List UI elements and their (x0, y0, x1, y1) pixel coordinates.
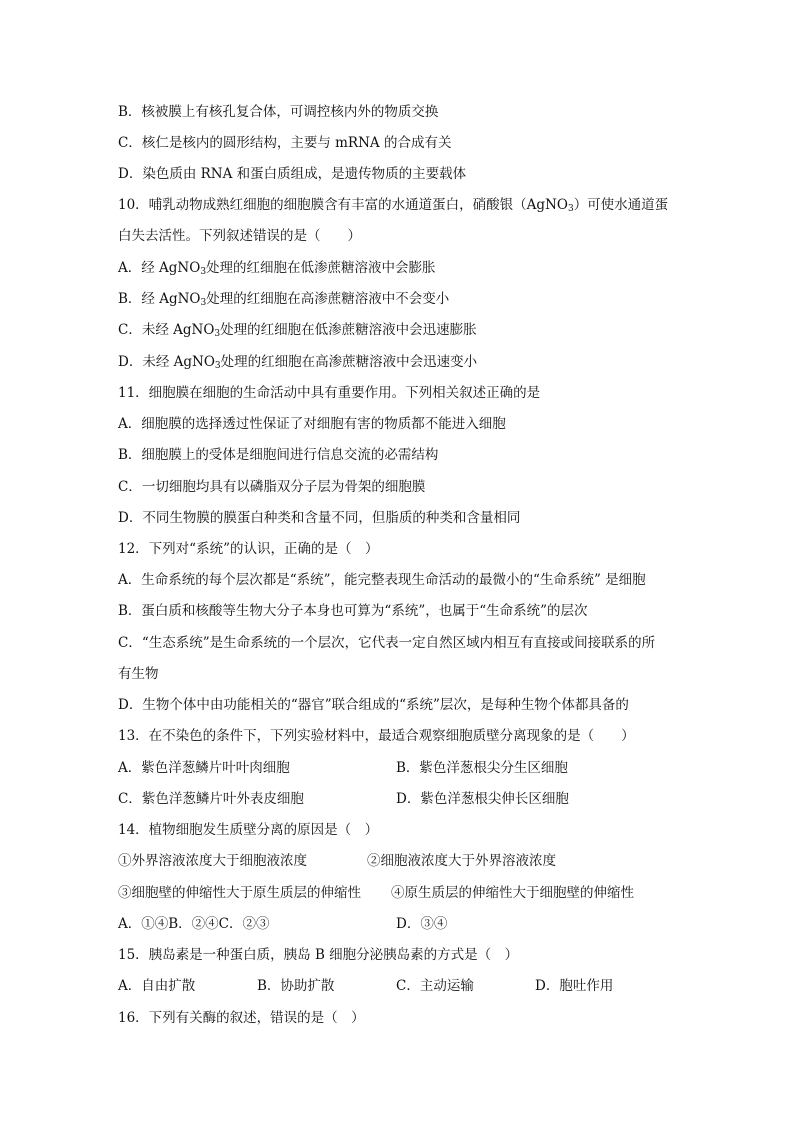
q12-option-a: A．生命系统的每个层次都是“系统”，能完整表现生命活动的最微小的“生命系统” 是细胞 (118, 572, 646, 588)
q15-option-c: C．主动运输 (396, 978, 474, 994)
q10-option-c: C．未经 AgNO$_3$处理的红细胞在低渗蔗糖溶液中会迅速膨胀 (118, 322, 477, 339)
q10-option-a: A．经 AgNO$_3$处理的红细胞在低渗蔗糖溶液中会膨胀 (118, 260, 436, 277)
q13-stem: 13．在不染色的条件下，下列实验材料中，最适合观察细胞质壁分离现象的是（ ） (118, 728, 635, 744)
q13-option-c: C．紫色洋葱鳞片叶外表皮细胞 (118, 791, 304, 807)
q9-option-d: D．染色质由 RNA 和蛋白质组成，是遗传物质的主要载体 (118, 166, 467, 182)
q14-options-abc: A．①④B．②④C．②③ (118, 916, 270, 932)
q10-stem-line2: 白失去活性。下列叙述错误的是（ ） (118, 228, 361, 244)
q11-stem: 11．细胞膜在细胞的生命活动中具有重要作用。下列相关叙述正确的是 (118, 385, 541, 401)
q15-stem: 15．胰岛素是一种蛋白质，胰岛 B 细胞分泌胰岛素的方式是（ ） (118, 947, 519, 963)
q11-option-b: B．细胞膜上的受体是细胞间进行信息交流的必需结构 (118, 447, 439, 463)
q14-statement-1: ①外界溶液浓度大于细胞液浓度 (118, 853, 307, 869)
q14-statement-4: ④原生质层的伸缩性大于细胞壁的伸缩性 (391, 885, 634, 901)
q11-option-a: A．细胞膜的选择透过性保证了对细胞有害的物质都不能进入细胞 (118, 416, 506, 432)
q11-option-c: C．一切细胞均具有以磷脂双分子层为骨架的细胞膜 (118, 479, 426, 495)
q13-option-d: D．紫色洋葱根尖伸长区细胞 (396, 791, 569, 807)
q14-stem: 14．植物细胞发生质壁分离的原因是（ ） (118, 822, 379, 838)
q12-stem: 12．下列对“系统”的认识，正确的是（ ） (118, 541, 379, 557)
q12-option-d: D．生物个体中由功能相关的“器官”联合组成的“系统”层次，是每种生物个体都具备的 (118, 697, 629, 713)
q14-statement-3: ③细胞壁的伸缩性大于原生质层的伸缩性 (118, 885, 361, 901)
q13-option-a: A．紫色洋葱鳞片叶叶肉细胞 (118, 760, 290, 776)
q10-option-d: D．未经 AgNO$_3$处理的红细胞在高渗蔗糖溶液中会迅速变小 (118, 354, 478, 371)
q15-option-b: B．协助扩散 (257, 978, 335, 994)
q15-option-d: D．胞吐作用 (535, 978, 614, 994)
q10-stem-line1: 10．哺乳动物成熟红细胞的细胞膜含有丰富的水通道蛋白，硝酸银（AgNO$_3$）可使水通道蛋 (118, 197, 669, 214)
q13-option-b: B．紫色洋葱根尖分生区细胞 (396, 760, 568, 776)
q12-option-c-line1: C．“生态系统”是生命系统的一个层次，它代表一定自然区域内相互有直接或间接联系的所 (118, 635, 656, 651)
q9-option-c: C．核仁是核内的圆形结构，主要与 mRNA 的合成有关 (118, 135, 452, 151)
q12-option-c-line2: 有生物 (118, 666, 159, 682)
q11-option-d: D．不同生物膜的膜蛋白种类和含量不同，但脂质的种类和含量相同 (118, 510, 521, 526)
q14-option-d: D．③④ (396, 916, 448, 932)
q14-statement-2: ②细胞液浓度大于外界溶液浓度 (367, 853, 556, 869)
q16-stem: 16．下列有关酶的叙述，错误的是（ ） (118, 1010, 365, 1026)
q12-option-b: B．蛋白质和核酸等生物大分子本身也可算为“系统”，也属于“生命系统”的层次 (118, 603, 588, 619)
q9-option-b: B．核被膜上有核孔复合体，可调控核内外的物质交换 (118, 104, 439, 120)
q10-option-b: B．经 AgNO$_3$处理的红细胞在高渗蔗糖溶液中不会变小 (118, 291, 450, 308)
q15-option-a: A．自由扩散 (118, 978, 196, 994)
